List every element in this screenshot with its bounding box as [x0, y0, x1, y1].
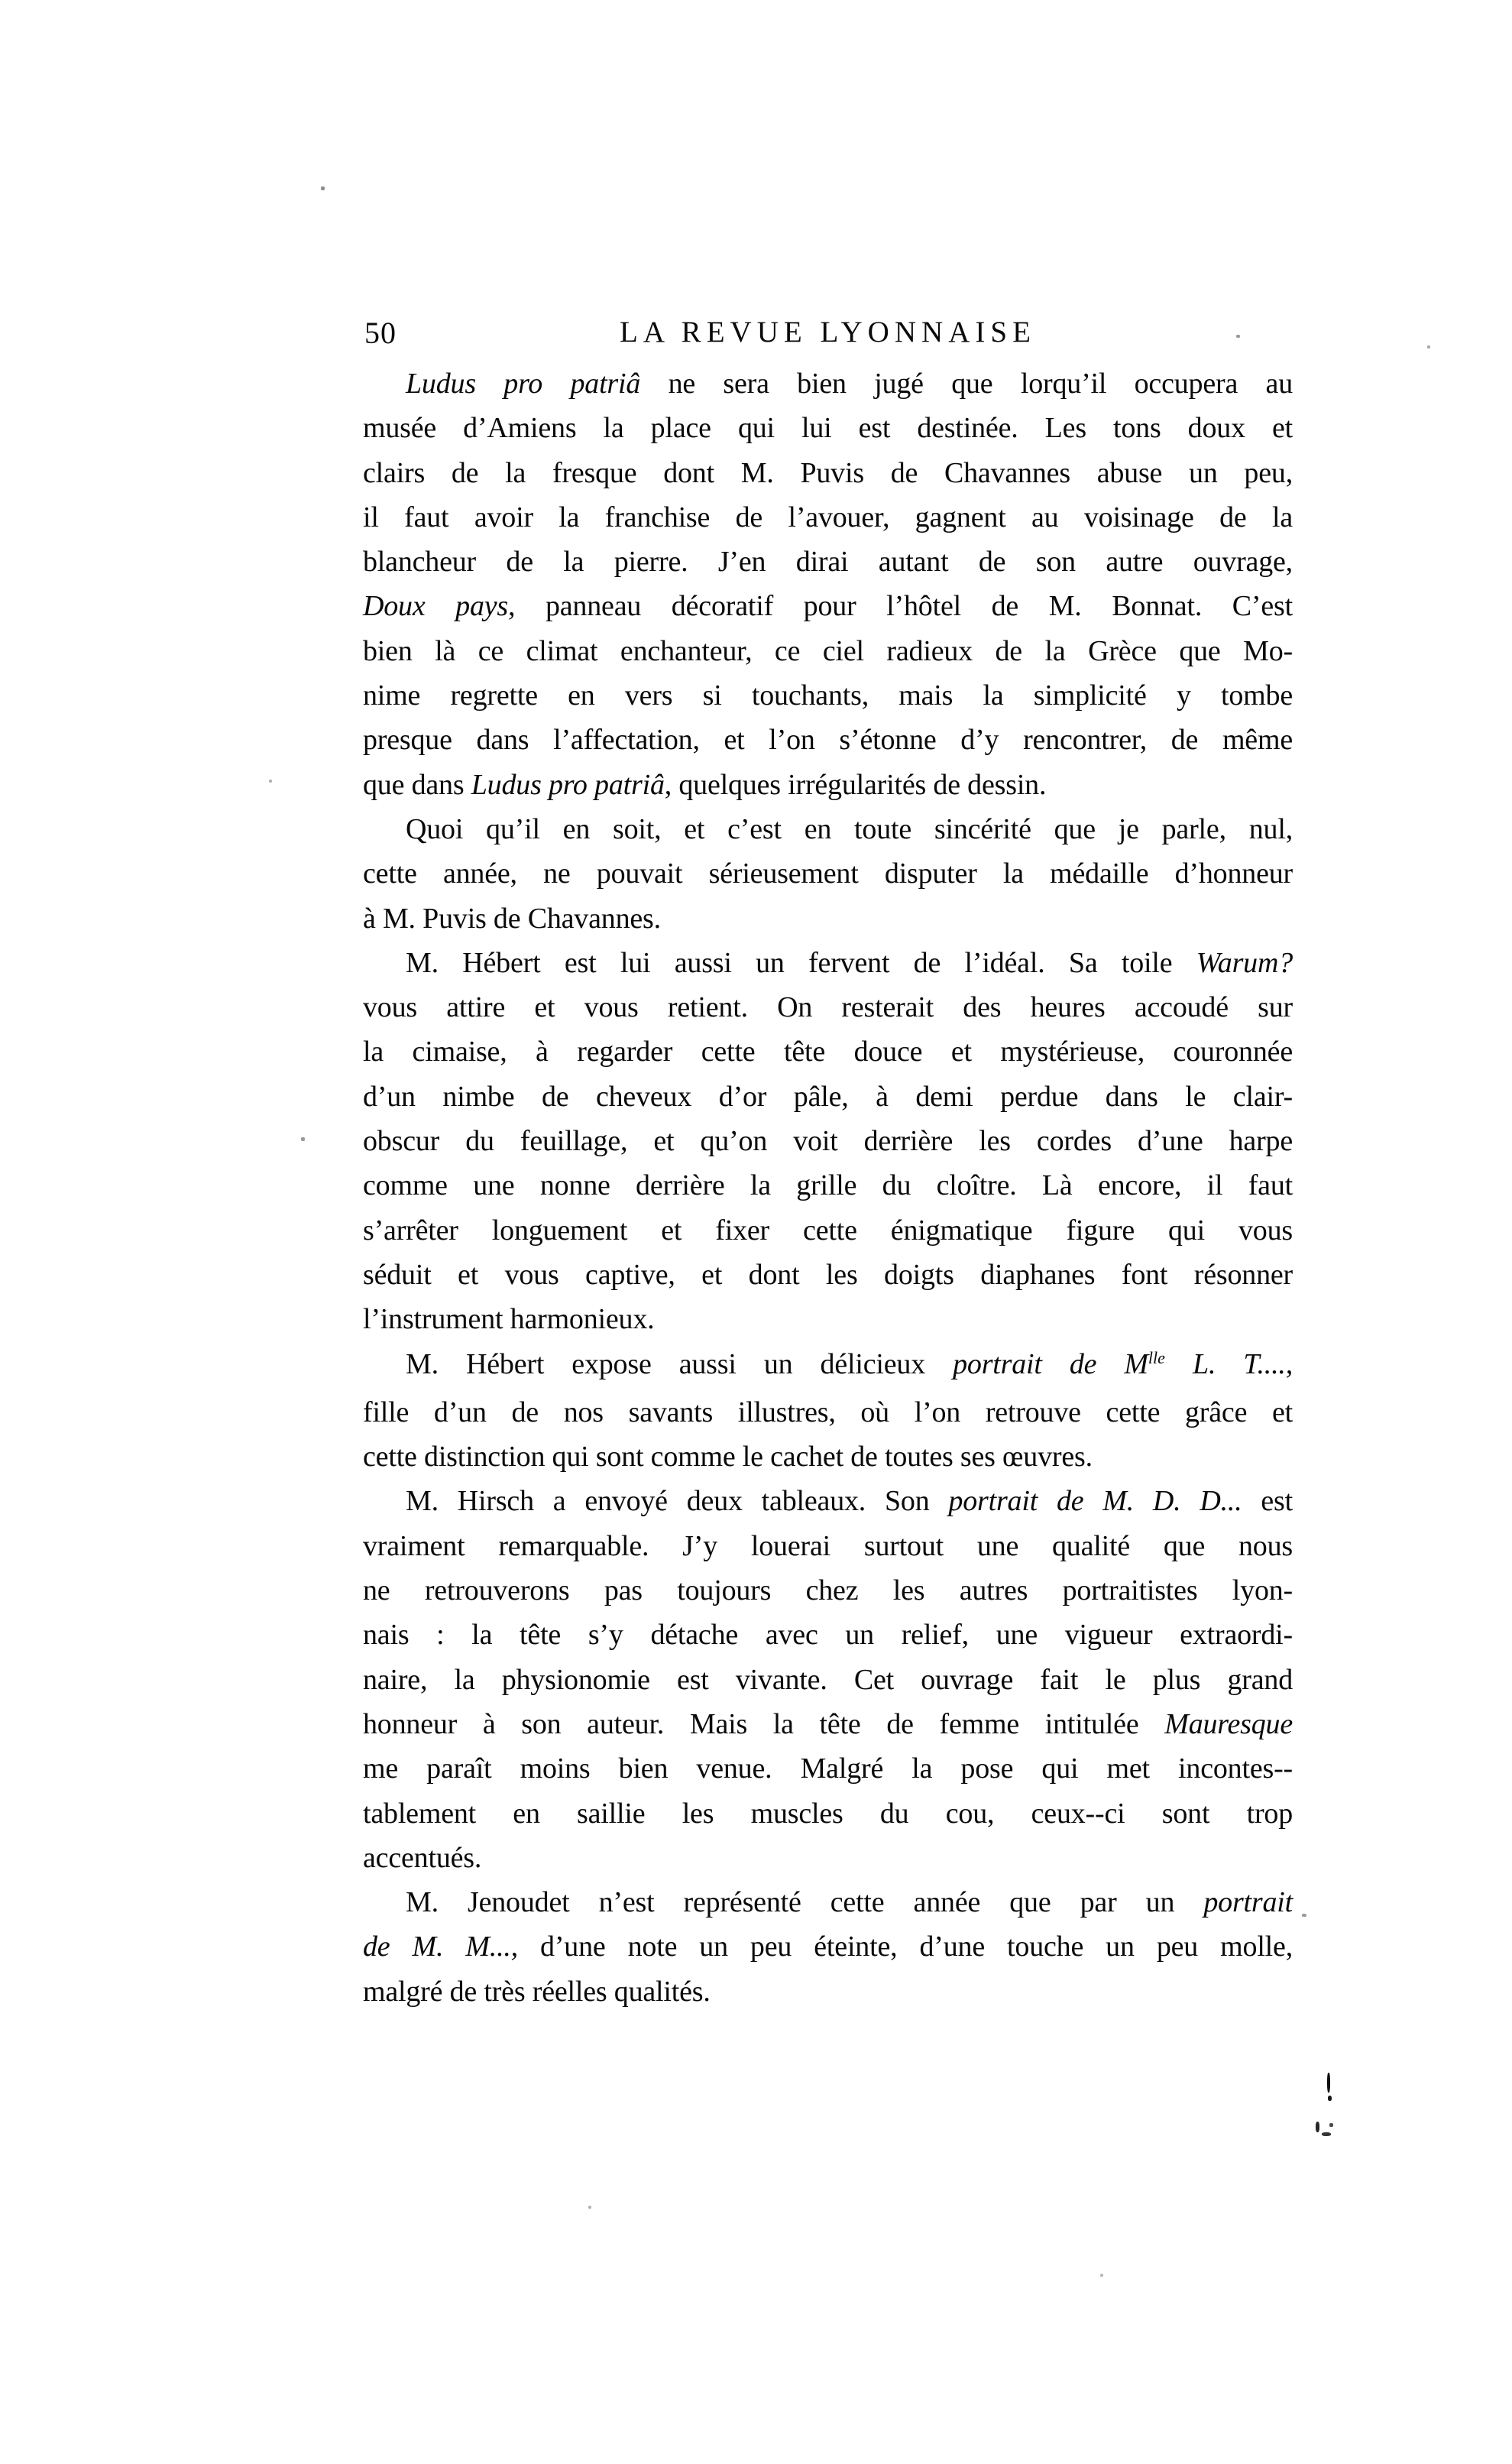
- text-line: [363, 1253, 1293, 1297]
- text-line: [363, 1658, 1293, 1702]
- body-text: M. Hébert expose aussi un délicieux: [406, 1347, 953, 1380]
- paragraph: [363, 807, 1293, 941]
- text-line: [363, 495, 1293, 540]
- italic-text: portrait de M. D. D...: [948, 1485, 1242, 1518]
- body-text: naire, la physionomie est vivante. Cet ouvrage fait le plus grand: [363, 1663, 1293, 1696]
- body-text: s’arrêter longuement et fixer cette énigmatique figure qui vous: [363, 1214, 1293, 1247]
- text-line: [363, 584, 1293, 628]
- text-line: [363, 718, 1293, 762]
- paragraph: [363, 1342, 1293, 1480]
- italic-text: L. T....,: [1164, 1347, 1293, 1380]
- body-text: M. Hirsch a envoyé deux tableaux. Son: [406, 1485, 949, 1518]
- paragraph: [363, 361, 1293, 807]
- italic-text: Warum?: [1196, 946, 1293, 979]
- body-text: ne sera bien jugé que lorqu’il occupera au: [640, 368, 1293, 400]
- text-line: [363, 1791, 1293, 1836]
- body-text: l’instrument harmonieux.: [363, 1303, 655, 1336]
- text-line: [363, 1568, 1293, 1613]
- text-block: [363, 361, 1293, 2014]
- body-text: cette année, ne pouvait sérieusement disputer la médaille d’honneur: [363, 858, 1293, 890]
- ink-speck: [321, 186, 325, 190]
- ink-speck: [1427, 345, 1430, 349]
- ink-speck: [301, 1137, 305, 1141]
- body-text: Quoi qu’il en soit, et c’est en toute sincérité que je parle, nul,: [406, 812, 1293, 845]
- text-line: [363, 361, 1293, 406]
- text-line: [363, 1924, 1293, 1969]
- italic-text: Doux pays: [363, 590, 509, 623]
- body-text: nais : la tête s’y détache avec un relief, une vigueur extraordi-: [363, 1619, 1293, 1652]
- text-line: [363, 1524, 1293, 1568]
- body-text: d’un nimbe de cheveux d’or pâle, à demi perdue dans le clair-: [363, 1080, 1293, 1113]
- text-line: [363, 1880, 1293, 1924]
- body-text: musée d’Amiens la place qui lui est destinée. Les tons doux et: [363, 412, 1293, 445]
- page-header: [363, 313, 1293, 353]
- text-line: [363, 1479, 1293, 1523]
- body-text: , quelques irrégularités de dessin.: [664, 768, 1047, 801]
- body-text: ne retrouverons pas toujours chez les autres portraitistes lyon-: [363, 1574, 1293, 1607]
- body-text: d’une note un peu éteinte, d’une touche un peu molle,: [517, 1931, 1293, 1963]
- text-line: [363, 540, 1293, 584]
- paragraph: [363, 1479, 1293, 1880]
- body-text: nime regrette en vers si touchants, mais la simplicité y tombe: [363, 679, 1293, 712]
- text-line: [363, 1208, 1293, 1253]
- text-line: [363, 1702, 1293, 1746]
- ink-speck: [1328, 2096, 1332, 2101]
- italic-text: portrait de M: [953, 1347, 1148, 1380]
- ink-speck: [269, 780, 272, 783]
- journal-title: LA REVUE LYONNAISE: [620, 316, 1036, 349]
- text-line: [363, 1075, 1293, 1119]
- text-line: [363, 1970, 1293, 2014]
- body-text: il faut avoir la franchise de l’avouer, gagnent au voisinage de la: [363, 501, 1293, 533]
- text-line: [363, 1613, 1293, 1657]
- body-text: vous attire et vous retient. On resterait des heures accoudé sur: [363, 991, 1293, 1024]
- text-line: [363, 1390, 1293, 1435]
- body-text: cette distinction qui sont comme le cachet de toutes ses œuvres.: [363, 1441, 1093, 1474]
- ink-speck: [1322, 2132, 1331, 2136]
- text-line: [363, 1163, 1293, 1208]
- body-text: que dans: [363, 768, 471, 801]
- italic-text: portrait: [1203, 1886, 1293, 1919]
- body-text: tablement en saillie les muscles du cou, ceux--ci sont trop: [363, 1797, 1293, 1830]
- body-text: la cimaise, à regarder cette tête douce et mystérieuse, couronnée: [363, 1036, 1293, 1068]
- paragraph: [363, 1880, 1293, 2014]
- text-line: [363, 985, 1293, 1029]
- body-text: obscur du feuillage, et qu’on voit derrière les cordes d’une harpe: [363, 1125, 1293, 1158]
- body-text: malgré de très réelles qualités.: [363, 1975, 711, 2008]
- ink-speck: [588, 2206, 591, 2209]
- text-line: [363, 1342, 1293, 1390]
- page-number: 50: [364, 316, 397, 350]
- body-text: presque dans l’affectation, et l’on s’étonne d’y rencontrer, de même: [363, 724, 1293, 757]
- body-text: séduit et vous captive, et dont les doigts diaphanes font résonner: [363, 1258, 1293, 1291]
- text-line: [363, 1746, 1293, 1791]
- text-line: [363, 629, 1293, 673]
- italic-text: Ludus pro patriâ: [406, 368, 641, 400]
- text-line: [363, 763, 1293, 807]
- body-text: blancheur de la pierre. J’en dirai autant de son autre ouvrage,: [363, 546, 1293, 579]
- italic-text: de M. M...,: [363, 1931, 518, 1963]
- body-text: comme une nonne derrière la grille du cloître. Là encore, il faut: [363, 1169, 1293, 1202]
- paragraph: [363, 941, 1293, 1342]
- text-line: [363, 851, 1293, 896]
- body-text: honneur à son auteur. Mais la tête de femme intitulée: [363, 1707, 1165, 1740]
- body-text: accentués.: [363, 1841, 482, 1874]
- text-line: [363, 1836, 1293, 1880]
- ink-speck: [1327, 2073, 1330, 2093]
- body-text: bien là ce climat enchanteur, ce ciel radieux de la Grèce que Mo-: [363, 634, 1293, 667]
- text-line: [363, 1435, 1293, 1479]
- text-line: [363, 1029, 1293, 1074]
- body-text: vraiment remarquable. J’y louerai surtout une qualité que nous: [363, 1529, 1293, 1562]
- italic-text: lle: [1148, 1348, 1165, 1368]
- text-line: [363, 896, 1293, 941]
- body-text: me paraît moins bien venue. Malgré la pose qui met incontes--: [363, 1752, 1293, 1785]
- text-line: [363, 807, 1293, 851]
- body-text: , panneau décoratif pour l’hôtel de M. Bonnat. C’est: [508, 590, 1293, 623]
- body-text: est: [1242, 1485, 1293, 1518]
- text-line: [363, 451, 1293, 495]
- body-text: clairs de la fresque dont M. Puvis de Chavannes abuse un peu,: [363, 456, 1293, 489]
- body-text: à M. Puvis de Chavannes.: [363, 902, 661, 935]
- ink-speck: [1329, 2123, 1333, 2127]
- ink-speck: [1100, 2274, 1103, 2277]
- body-text: fille d’un de nos savants illustres, où l’on retrouve cette grâce et: [363, 1396, 1293, 1428]
- ink-speck: [1236, 335, 1240, 338]
- text-line: [363, 1297, 1293, 1341]
- text-line: [363, 1119, 1293, 1163]
- text-line: [363, 941, 1293, 985]
- italic-text: Mauresque: [1164, 1707, 1293, 1740]
- italic-text: Ludus pro patriâ: [471, 768, 665, 801]
- text-line: [363, 673, 1293, 718]
- body-text: M. Hébert est lui aussi un fervent de l’idéal. Sa toile: [406, 946, 1196, 979]
- text-line: [363, 406, 1293, 450]
- ink-speck: [1302, 1914, 1306, 1917]
- body-text: M. Jenoudet n’est représenté cette année que par un: [406, 1886, 1204, 1919]
- ink-speck: [1316, 2122, 1319, 2132]
